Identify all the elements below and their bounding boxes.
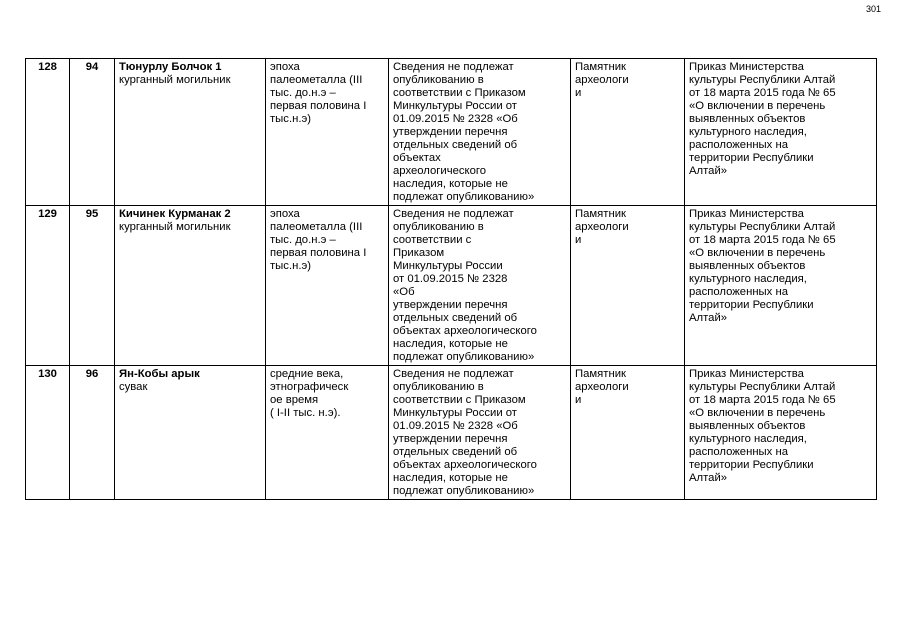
object-type: курганный могильник <box>119 221 231 233</box>
object-name-cell <box>115 206 266 366</box>
heritage-registry-table <box>25 58 877 500</box>
object-name-cell <box>115 366 266 500</box>
object-category: Памятник археологи и <box>571 366 685 500</box>
row-sub-number: 94 <box>70 59 115 206</box>
object-name: Тюнурлу Болчок 1 <box>119 61 222 73</box>
row-number: 130 <box>26 366 70 500</box>
object-name-cell <box>115 59 266 206</box>
object-name: Кичинек Курманак 2 <box>119 208 231 220</box>
object-document: Приказ Министерства культуры Республики Алтай от 18 марта 2015 года № 65 «О включении в перечень выявленных объектов культурного наследия, расположенных на территории Республики Алтай» <box>685 206 877 366</box>
object-category: Памятник археологи и <box>571 59 685 206</box>
object-info: Сведения не подлежат опубликованию в соответствии с Приказом Минкультуры России от 01.09.2015 № 2328 «Об утверждении перечня отдельных сведений об объектах археологического наследия, которые не подлежат опубликованию» <box>389 366 571 500</box>
object-category: Памятник археологи и <box>571 206 685 366</box>
object-info: Сведения не подлежат опубликованию в соответствии с Приказом Минкультуры России от 01.09.2015 № 2328 «Об утверждении перечня отдельных сведений об объектах археологического наследия, которые не подлежат опубликованию» <box>389 206 571 366</box>
object-dating: эпоха палеометалла (III тыс. до.н.э – первая половина I тыс.н.э) <box>266 206 389 366</box>
object-name: Ян-Кобы арык <box>119 368 200 380</box>
object-info: Сведения не подлежат опубликованию в соответствии с Приказом Минкультуры России от 01.09.2015 № 2328 «Об утверждении перечня отдельных сведений об объектах археологического наследия, которые не подлежат опубликованию» <box>389 59 571 206</box>
table-row <box>26 59 877 206</box>
object-document: Приказ Министерства культуры Республики Алтай от 18 марта 2015 года № 65 «О включении в перечень выявленных объектов культурного наследия, расположенных на территории Республики Алтай» <box>685 366 877 500</box>
row-number: 129 <box>26 206 70 366</box>
row-number: 128 <box>26 59 70 206</box>
object-dating: средние века, этнографическ ое время ( I-II тыс. н.э). <box>266 366 389 500</box>
object-document: Приказ Министерства культуры Республики Алтай от 18 марта 2015 года № 65 «О включении в перечень выявленных объектов культурного наследия, расположенных на территории Республики Алтай» <box>685 59 877 206</box>
table-row <box>26 366 877 500</box>
row-sub-number: 95 <box>70 206 115 366</box>
row-sub-number: 96 <box>70 366 115 500</box>
page-number: 301 <box>865 4 881 14</box>
object-type: сувак <box>119 381 148 393</box>
object-type: курганный могильник <box>119 74 231 86</box>
table-row <box>26 206 877 366</box>
object-dating: эпоха палеометалла (III тыс. до.н.э – первая половина I тыс.н.э) <box>266 59 389 206</box>
